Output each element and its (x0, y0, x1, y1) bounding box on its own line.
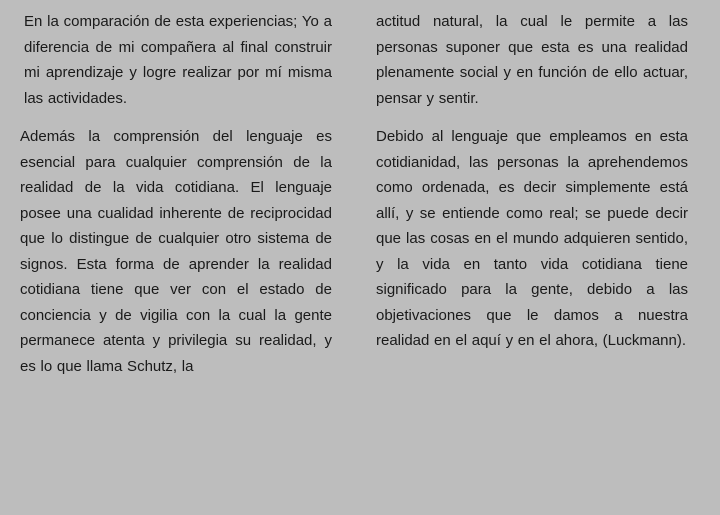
paragraph-natural-attitude: actitud natural, la cual le permite a las personas suponer que esta es una realidad plenamente social y en función de ello actuar, pensar y sentir. (376, 13, 688, 107)
paragraph-language-comprehension: Además la comprensión del lenguaje es esencial para cualquier comprensión de la realidad de la vida cotidiana. El lenguaje posee una cualidad inherente de reciprocidad que lo distingue de cualquier otro sistema de signos. Esta forma de aprender la realidad cotidiana tiene que ver con el estado de conciencia y de vigilia con la cual la gente permanece atenta y privilegia su realidad, y es lo que llama Schutz, la (20, 128, 332, 375)
paragraph-comparison: En la comparación de esta experiencias; Yo a diferencia de mi compañera al final construir mi aprendizaje y logre realizar por mí misma las actividades. (24, 13, 332, 107)
left-column (20, 9, 332, 392)
paragraph-everyday-language: Debido al lenguaje que empleamos en esta cotidianidad, las personas la aprehendemos como ordenada, es decir simplemente está allí, y se entiende como real; se puede decir que las cosas en el mundo adquieren sentido, y la vida en tanto vida cotidiana tiene significado para la gente, debido a las objetivaciones que le damos a nuestra realidad en el aquí y en el ahora, (Luckmann). (376, 128, 688, 349)
right-column (376, 9, 688, 367)
